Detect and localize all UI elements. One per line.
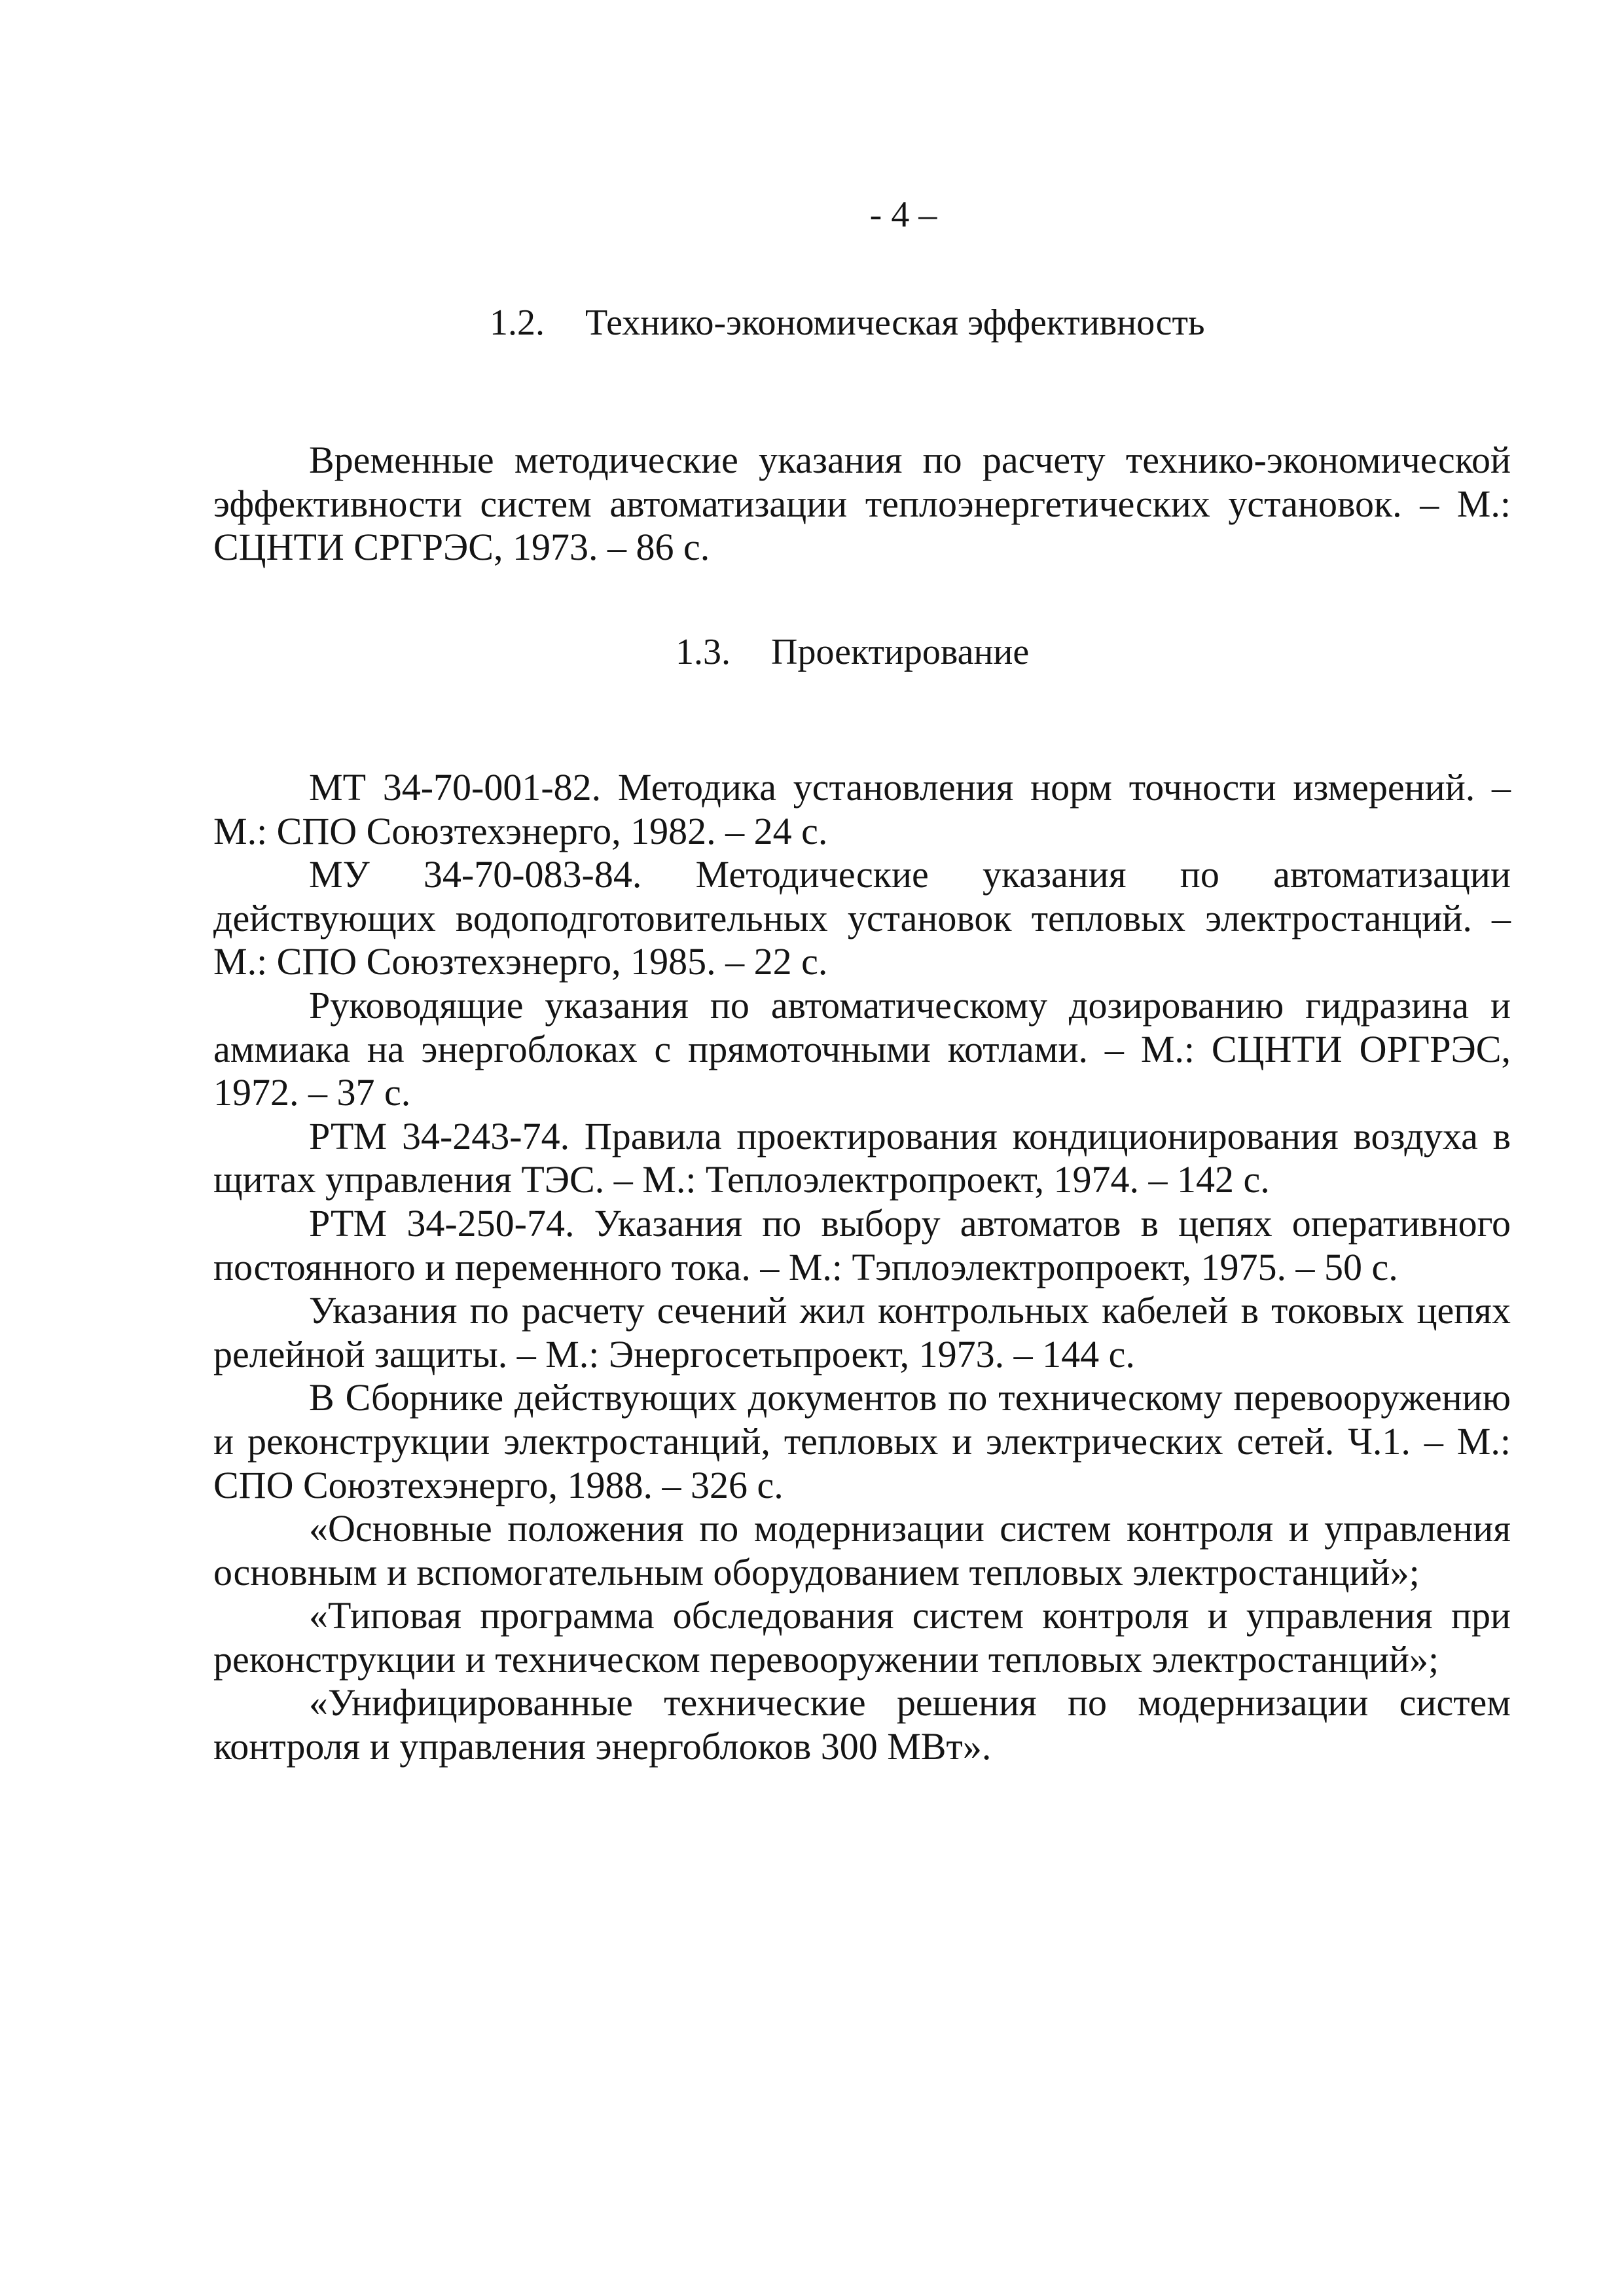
reference-paragraph: РТМ 34-243-74. Правила проектирования кондиционирования воздуха в щитах управления ТЭС. – М.: Теплоэлектропроект, 1974. – 142 с. [213, 1114, 1511, 1201]
section-number: 1.2. [490, 302, 545, 343]
reference-paragraph: В Сборнике действующих документов по техническому перевооружению и реконструкции электростанций, тепловых и электрических сетей. Ч.1. – М.: СПО Союзтехэнерго, 1988. – 326 с. [213, 1376, 1511, 1506]
page-number: - 4 – [869, 194, 937, 235]
reference-paragraph: МТ 34-70-001-82. Методика установления норм точности измерений. – М.: СПО Союзтехэнерго, 1982. – 24 с. [213, 766, 1511, 852]
section-heading-1-2 [490, 301, 1204, 344]
reference-paragraph: МУ 34-70-083-84. Методические указания по автоматизации действующих водоподготовительных установок тепловых электростанций. – М.: СПО Союзтехэнерго, 1985. – 22 с. [213, 853, 1511, 983]
reference-paragraph: Временные методические указания по расчету технико-экономической эффективности систем автоматизации теплоэнергетических установок. – М.: СЦНТИ СРГРЭС, 1973. – 86 с. [213, 439, 1511, 569]
reference-paragraph: РТМ 34-250-74. Указания по выбору автоматов в цепях оперативного постоянного и переменного тока. – М.: Тэплоэлектропроект, 1975. – 50 с. [213, 1201, 1511, 1288]
reference-paragraph: «Типовая программа обследования систем контроля и управления при реконструкции и техническом перевооружении тепловых электростанций»; [213, 1594, 1511, 1681]
section-number: 1.3. [676, 632, 731, 672]
section-title: Проектирование [771, 632, 1030, 672]
section-1-2-body [213, 439, 1511, 570]
section-heading-1-3 [676, 630, 1029, 674]
reference-paragraph: «Унифицированные технические решения по модернизации систем контроля и управления энергоблоков 300 МВт». [213, 1681, 1511, 1768]
reference-paragraph: Указания по расчету сечений жил контрольных кабелей в токовых цепях релейной защиты. – М.: Энергосетьпроект, 1973. – 144 с. [213, 1289, 1511, 1376]
reference-paragraph: Руководящие указания по автоматическому дозированию гидразина и аммиака на энергоблоках с прямоточными котлами. – М.: СЦНТИ ОРГРЭС, 1972. – 37 с. [213, 983, 1511, 1114]
section-1-3-body [213, 766, 1511, 1769]
section-title: Технико-экономическая эффективность [585, 302, 1205, 343]
reference-paragraph: «Основные положения по модернизации систем контроля и управления основным и вспомогательным оборудованием тепловых электростанций»; [213, 1507, 1511, 1594]
